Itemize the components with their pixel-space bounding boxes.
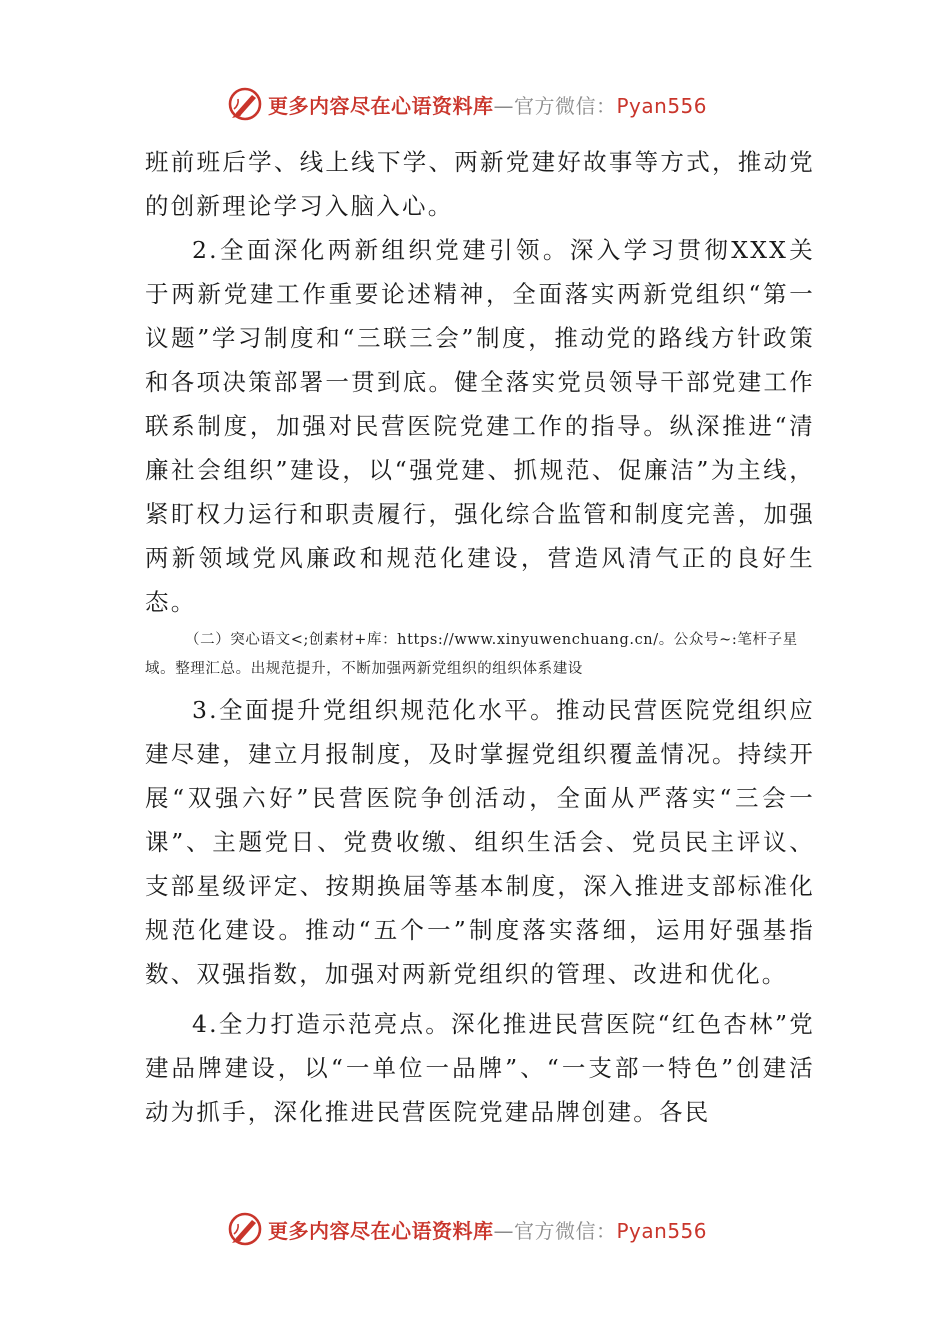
watermark-label: 官方微信： [514, 93, 617, 118]
document-body [145, 140, 815, 1134]
watermark-lead: 更多内容尽在心语资料库 [268, 93, 494, 118]
section-heading-note: （二）突心语文<;创素材+库：https://www.xinyuwenchuang.cn/。公众号~:笔杆子星域。整理汇总。出规范提升，不断加强两新党组织的组织体系建设 [145, 632, 798, 677]
footer-watermark-text [268, 1215, 707, 1244]
pen-logo-icon [226, 1210, 264, 1248]
paragraph-item-4: 4.全力打造示范亮点。深化推进民营医院“红色杏林”党建品牌建设，以“一单位一品牌”、“一支部一特色”创建活动为抓手，深化推进民营医院党建品牌创建。各民 [145, 1010, 815, 1126]
paragraph-item-3: 3.全面提升党组织规范化水平。推动民营医院党组织应建尽建，建立月报制度，及时掌握党组织覆盖情况。持续开展“双强六好”民营医院争创活动，全面从严落实“三会一课”、主题党日、党费收缴、组织生活会、党员民主评议、支部星级评定、按期换届等基本制度，深入推进支部标准化规范化建设。推动“五个一”制度落实落细，运用好强基指数、双强指数，加强对两新党组织的管理、改进和优化。 [145, 696, 815, 988]
footer-watermark-banner [226, 1209, 707, 1249]
watermark-wechat-id: Pyan556 [616, 1218, 708, 1243]
paragraph-continuation: 班前班后学、线上线下学、两新党建好故事等方式，推动党的创新理论学习入脑入心。 [145, 148, 815, 220]
watermark-dash: — [493, 1218, 514, 1243]
watermark-wechat-id: Pyan556 [616, 93, 708, 118]
header-watermark-banner [226, 84, 707, 124]
watermark-lead: 更多内容尽在心语资料库 [268, 1218, 494, 1243]
watermark-label: 官方微信： [514, 1218, 617, 1243]
header-watermark-text [268, 90, 707, 119]
pen-logo-icon [226, 85, 264, 123]
paragraph-item-2: 2.全面深化两新组织党建引领。深入学习贯彻XXX关于两新党建工作重要论述精神，全面落实两新党组织“第一议题”学习制度和“三联三会”制度，推动党的路线方针政策和各项决策部署一贯到底。健全落实党员领导干部党建工作联系制度，加强对民营医院党建工作的指导。纵深推进“清廉社会组织”建设，以“强党建、抓规范、促廉洁”为主线，紧盯权力运行和职责履行，强化综合监管和制度完善，加强两新领域党风廉政和规范化建设，营造风清气正的良好生态。 [145, 236, 815, 616]
watermark-dash: — [493, 93, 514, 118]
